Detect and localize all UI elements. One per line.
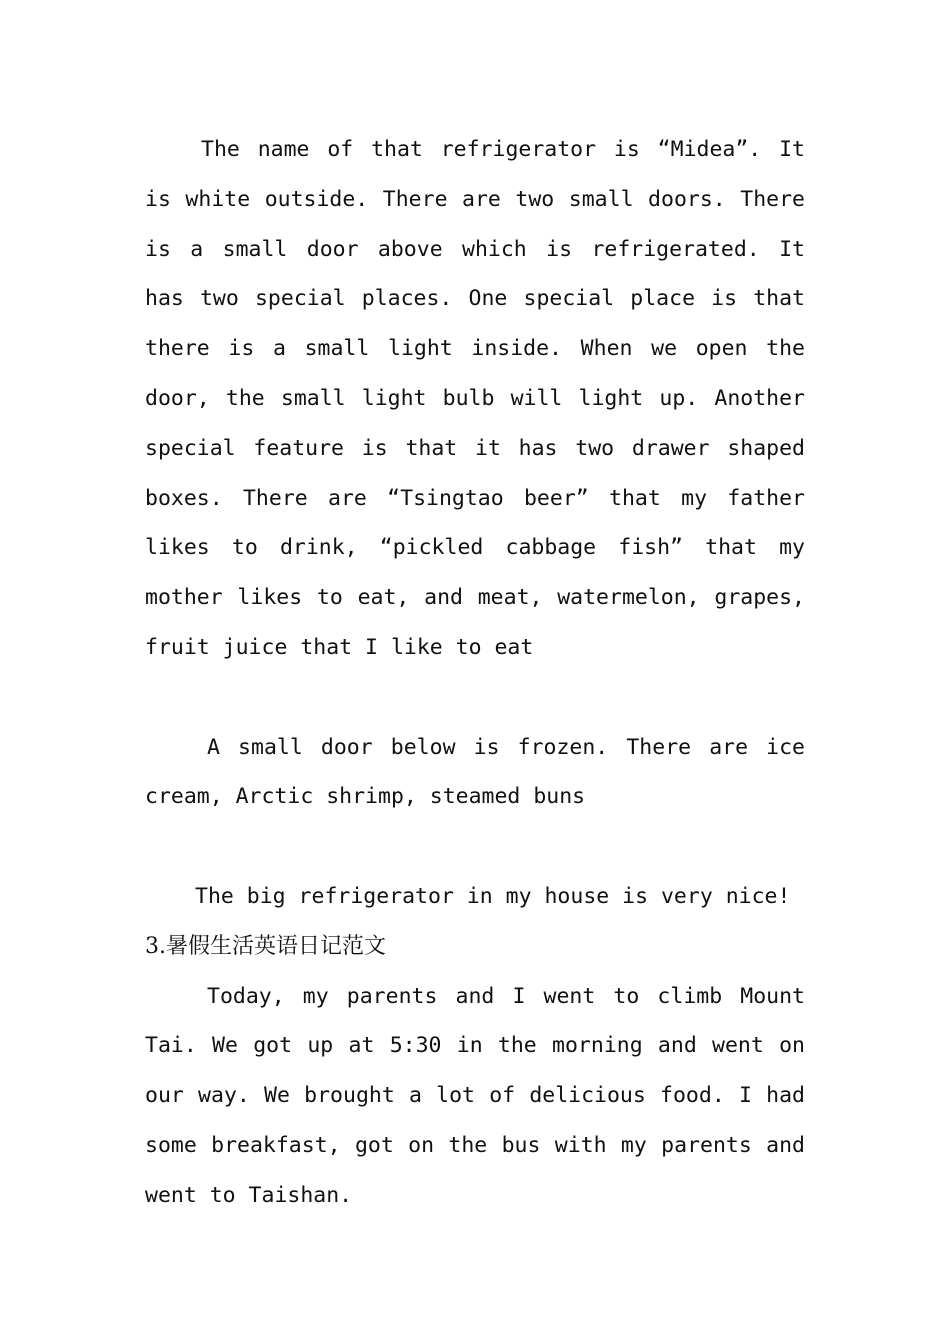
section-heading: 3.暑假生活英语日记范文 bbox=[145, 933, 386, 959]
paragraph-freezer-door: A small door below is frozen. There are ice cream, Arctic shrimp, steamed buns bbox=[145, 734, 805, 810]
paragraph-closing-remark: The big refrigerator in my house is very nice! bbox=[195, 883, 791, 909]
document-body bbox=[145, 125, 805, 1221]
paragraph-mount-tai-diary: Today, my parents and I went to climb Mount Tai. We got up at 5:30 in the morning and went on our way. We brought a lot of delicious food. I had some breakfast, got on the bus with my parents and went to Taishan. bbox=[145, 983, 805, 1208]
paragraph-refrigerator-description: The name of that refrigerator is “Midea”. It is white outside. There are two small doors. There is a small door above which is refrigerated. It has two special places. One special place is that there is a small light inside. When we open the door, the small light bulb will light up. Another special feature is that it has two drawer shaped boxes. There are “Tsingtao beer” that my father likes to drink, “pickled cabbage fish” that my mother likes to eat, and meat, watermelon, grapes, fruit juice that I like to eat bbox=[145, 137, 805, 660]
blank-line bbox=[145, 822, 805, 872]
blank-line bbox=[145, 673, 805, 723]
